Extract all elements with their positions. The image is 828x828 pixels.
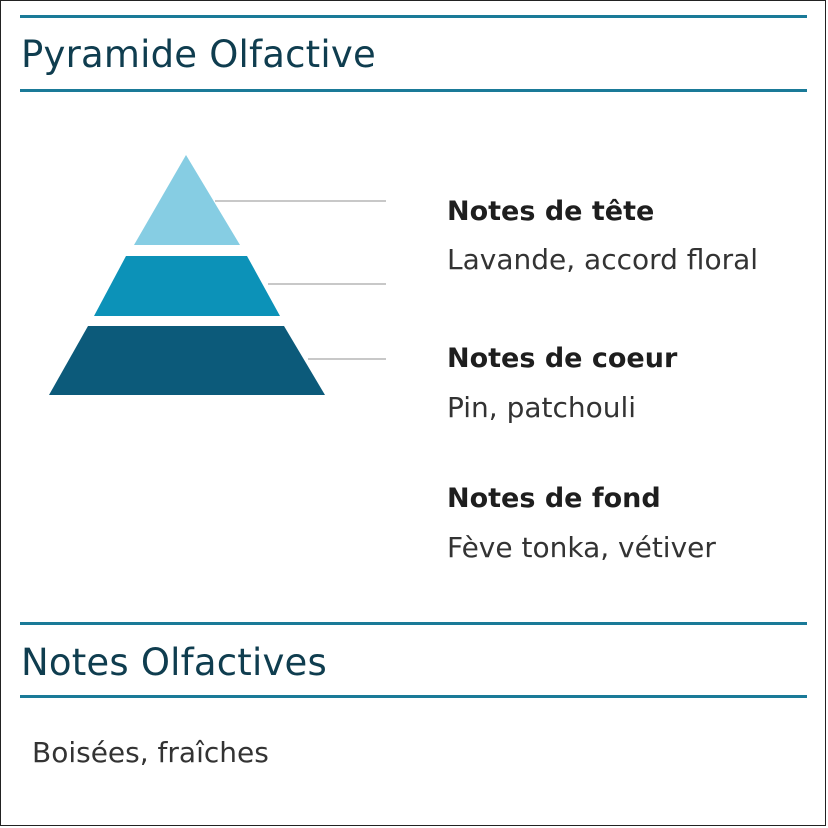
top-notes-text: Lavande, accord floral xyxy=(447,243,759,276)
pyramid-middle-tier xyxy=(94,256,280,316)
pyramid-icon xyxy=(0,140,400,410)
notes-section-title: Notes Olfactives xyxy=(21,641,327,684)
notes-section-text: Boisées, fraîches xyxy=(32,736,269,769)
heart-notes-text: Pin, patchouli xyxy=(447,391,637,424)
pyramid-section-title: Pyramide Olfactive xyxy=(21,33,376,76)
base-notes-heading: Notes de fond xyxy=(447,483,661,514)
notes-section-rule xyxy=(20,622,807,625)
pyramid-bottom-tier xyxy=(49,326,325,395)
pyramid-title-underline xyxy=(20,89,807,92)
heart-notes-heading: Notes de coeur xyxy=(447,343,678,374)
top-rule xyxy=(20,15,807,18)
base-notes-text: Fève tonka, vétiver xyxy=(447,531,716,564)
top-notes-heading: Notes de tête xyxy=(447,196,655,227)
notes-title-underline xyxy=(20,695,807,698)
